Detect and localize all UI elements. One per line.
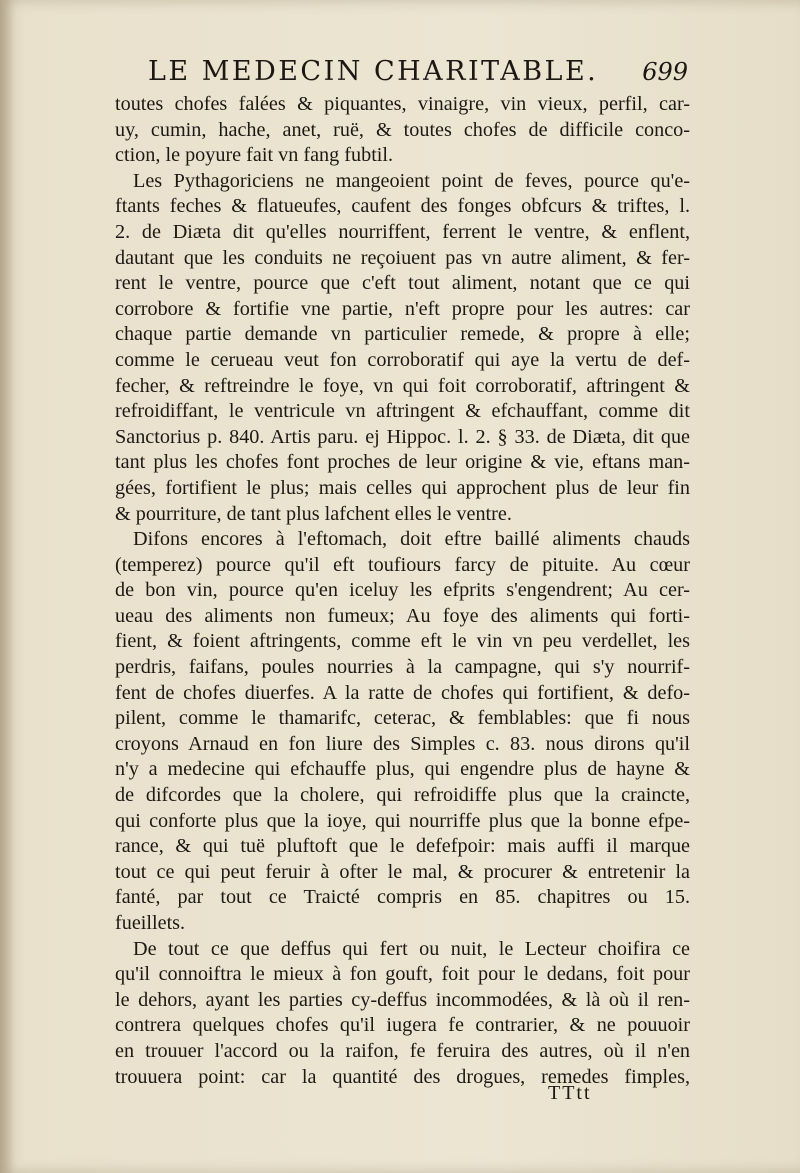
text-line: qu'il connoiftra le mieux à fon gouft, foit pour le dedans, foit pour — [115, 963, 690, 986]
text-line: fent de chofes diuerfes. A la ratte de chofes qui fortifient, & defo- — [115, 681, 690, 704]
text-line: trouuera point: car la quantité des drogues, remedes fimples, — [115, 1065, 690, 1088]
signature-mark: TTtt — [548, 1082, 592, 1104]
text-line: le dehors, ayant les parties cy-deffus incommodées, & là où il ren- — [115, 988, 690, 1011]
text-line: rent le ventre, pource que c'eft tout aliment, notant que ce qui — [115, 272, 690, 295]
text-line: Les Pythagoriciens ne mangeoient point de feves, pource qu'e- — [133, 169, 690, 192]
text-line: en trouuer l'accord ou la raifon, fe feruira des autres, où il n'en — [115, 1039, 690, 1062]
text-line: gées, fortifient le plus; mais celles qui approchent plus de leur fin — [115, 476, 690, 499]
page-header — [148, 56, 688, 96]
text-line: fient, & foient aftringents, comme eft le vin vn peu verdellet, les — [115, 630, 690, 653]
text-line: & pourriture, de tant plus lafchent elles le ventre. — [115, 502, 512, 525]
text-line: (temperez) pource qu'il eft toufiours farcy de pituite. Au cœur — [115, 553, 690, 576]
body-text — [115, 92, 690, 1090]
text-line: refroidiffant, le ventricule vn aftringent & efchauffant, comme dit — [115, 400, 690, 423]
text-line: toutes chofes falées & piquantes, vinaigre, vin vieux, perfil, car- — [115, 93, 690, 115]
text-line: n'y a medecine qui efchauffe plus, qui engendre plus de hayne & — [115, 758, 690, 781]
text-line: fanté, par tout ce Traicté compris en 85. chapitres ou 15. — [115, 886, 690, 909]
text-line: 2. de Diæta dit qu'elles nourriffent, ferrent le ventre, & enflent, — [115, 220, 690, 243]
text-line: comme le cerueau veut fon corroboratif qui aye la vertu de def- — [115, 348, 690, 371]
text-line: Difons encores à l'eftomach, doit eftre baillé aliments chauds — [133, 528, 690, 551]
text-line: corrobore & fortifie vne partie, n'eft propre pour les autres: car — [115, 297, 690, 320]
text-line: ftants feches & flatueufes, caufent des fonges obfcurs & triftes, l. — [115, 195, 690, 218]
text-line: de difcordes que la cholere, qui refroidiffe plus que la craincte, — [115, 784, 690, 807]
text-line: tant plus les chofes font proches de leur origine & vie, eftans man- — [115, 451, 690, 474]
text-line: contrera quelques chofes qu'il iugera fe contrarier, & ne pouuoir — [115, 1014, 690, 1037]
text-line: uy, cumin, hache, anet, ruë, & toutes chofes de difficile conco- — [115, 118, 690, 141]
text-line: Sanctorius p. 840. Artis paru. ej Hippoc. l. 2. § 33. de Diæta, dit que — [115, 425, 690, 448]
text-line: perdris, faifans, poules nourries à la campagne, qui s'y nourrif- — [115, 656, 690, 679]
text-line: pilent, comme le thamarifc, ceterac, & femblables: que fi nous — [115, 707, 690, 730]
text-line: ction, le poyure fait vn fang fubtil. — [115, 144, 394, 167]
text-line: ueau des aliments non fumeux; Au foye des aliments qui forti- — [115, 604, 690, 627]
text-line: fecher, & reftreindre le foye, vn qui foit corroboratif, aftringent & — [115, 374, 690, 397]
text-line: chaque partie demande vn particulier remede, & propre à elle; — [115, 323, 690, 346]
text-line: tout ce qui peut feruir à ofter le mal, & procurer & entretenir la — [115, 860, 690, 883]
text-line: de bon vin, pource qu'en iceluy les efprits s'engendrent; Au cer- — [115, 579, 690, 602]
text-line: rance, & qui tuë pluftoft que le defefpoir: mais auffi il marque — [115, 835, 690, 858]
text-line: fueillets. — [115, 912, 186, 934]
text-line: croyons Arnaud en fon liure des Simples c. 83. nous dirons qu'il — [115, 732, 690, 755]
text-line: De tout ce que deffus qui fert ou nuit, le Lecteur choifira ce — [133, 937, 690, 960]
text-line: qui conforte plus que la ioye, qui nourriffe plus que la bonne efpe- — [115, 809, 690, 832]
page-number: 699 — [642, 58, 688, 86]
running-title: LE MEDECIN CHARITABLE. — [148, 56, 599, 87]
text-line: dautant que les conduits ne reçoiuent pas vn autre aliment, & fer- — [115, 246, 690, 269]
